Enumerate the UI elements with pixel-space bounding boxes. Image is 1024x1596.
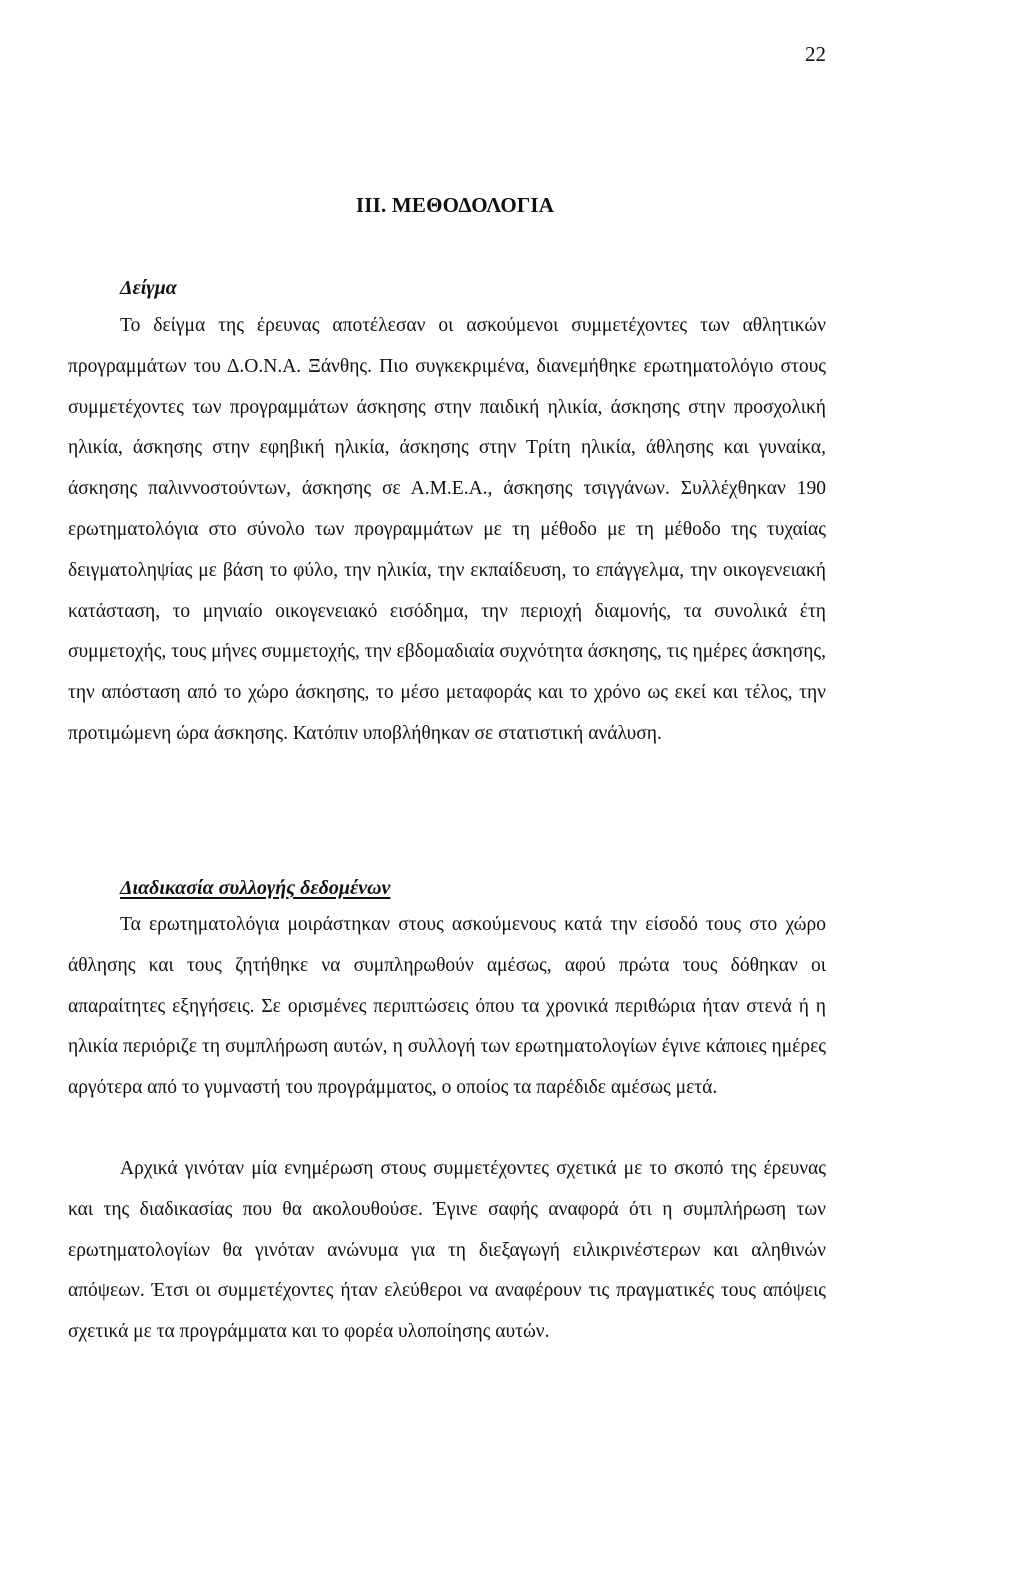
paragraph-data-collection-1: Τα ερωτηματολόγια μοιράστηκαν στους ασκούμενους κατά την είσοδό τους στο χώρο άθλησης και τους ζητήθηκε να συμπληρωθούν αμέσως, αφού πρώτα τους δόθηκαν οι απαραίτητες εξηγήσεις. Σε ορισμένες περιπτώσεις όπου τα χρονικά περιθώρια ήταν στενά ή η ηλικία περιόριζε τη συμπλήρωση αυτών, η συλλογή των ερωτηματολογίων έγινε κάποιες ημέρες αργότερα από το γυμναστή του προγράμματος, ο οποίος τα παρέδιδε αμέσως μετά. xyxy=(68,914,826,1099)
paragraph-sample: Το δείγμα της έρευνας αποτέλεσαν οι ασκούμενοι συμμετέχοντες των αθλητικών προγραμμάτων του Δ.Ο.Ν.Α. Ξάνθης. Πιο συγκεκριμένα, διανεμήθηκε ερωτηματολόγιο στους συμμετέχοντες των προγραμμάτων άσκησης στην παιδική ηλικία, άσκησης στην προσχολική ηλικία, άσκησης στην εφηβική ηλικία, άσκησης στην Τρίτη ηλικία, άθλησης και γυναίκα, άσκησης παλιννοστούντων, άσκησης σε Α.Μ.Ε.Α., άσκησης τσιγγάνων. Συλλέχθηκαν 190 ερωτηματολόγια στο σύνολο των προγραμμάτων με τη μέθοδο με τη μέθοδο της τυχαίας δειγματοληψίας με βάση το φύλο, την ηλικία, την εκπαίδευση, το επάγγελμα, την οικογενειακή κατάσταση, το μηνιαίο οικογενειακό εισόδημα, την περιοχή διαμονής, τα συνολικά έτη συμμετοχής, τους μήνες συμμετοχής, την εβδομαδιαία συχνότητα άσκησης, τις ημέρες άσκησης, την απόσταση από το χώρο άσκησης, το μέσο μεταφοράς και το χρόνο ως εκεί και τέλος, την προτιμώμενη ώρα άσκησης. Κατόπιν υποβλήθηκαν σε στατιστική ανάλυση. xyxy=(68,315,826,744)
section-heading-sample: Δείγμα xyxy=(120,277,177,299)
chapter-title: III. ΜΕΘΟΔΟΛΟΓΙΑ xyxy=(355,193,555,217)
paragraph-data-collection-2: Αρχικά γινόταν μία ενημέρωση στους συμμετέχοντες σχετικά με το σκοπό της έρευνας και της διαδικασίας που θα ακολουθούσε. Έγινε σαφής αναφορά ότι η συμπλήρωση των ερωτηματολογίων θα γινόταν ανώνυμα για τη διεξαγωγή ειλικρινέστερων και αληθινών απόψεων. Έτσι οι συμμετέχοντες ήταν ελεύθεροι να αναφέρουν τις πραγματικές τους απόψεις σχετικά με τα προγράμματα και το φορέα υλοποίησης αυτών. xyxy=(68,1158,826,1343)
section-heading-data-collection: Διαδικασία συλλογής δεδομένων xyxy=(120,877,391,899)
page-number: 22 xyxy=(805,42,826,66)
